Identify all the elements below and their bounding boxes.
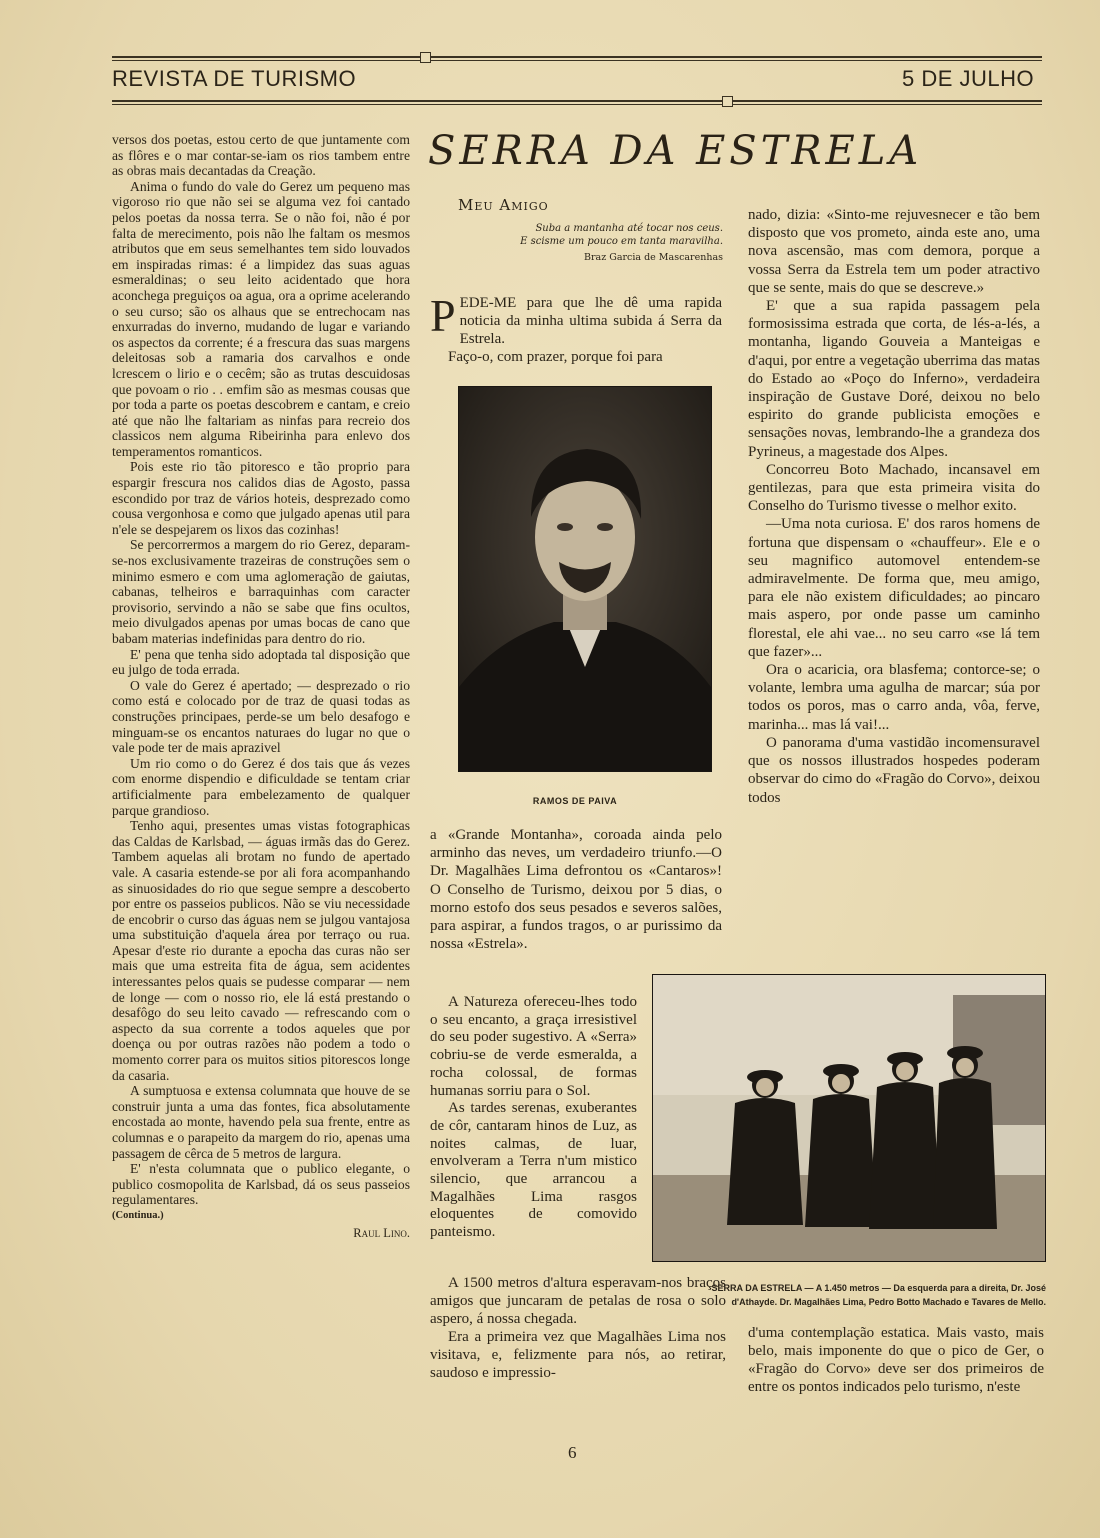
paragraph: E' n'esta columnata que o publico elegante, o publico cosmopolita de Karlsbad, dá os seus passeios regulamentares.	[112, 1161, 410, 1208]
epigraph	[480, 222, 723, 264]
issue-date: 5 DE JULHO	[902, 66, 1035, 91]
epigraph-line: Subа a mantanha até tocar nos ceus.	[535, 223, 723, 234]
ornament-bottom	[722, 96, 733, 107]
paragraph: Faço-o, com prazer, porque foi para	[448, 349, 663, 365]
epigraph-line: E scisme um pouco em tanta maravilha.	[520, 236, 723, 247]
ornament-top	[420, 52, 431, 63]
column-middle-mid	[430, 826, 722, 953]
paragraph: O vale do Gerez é apertado; — desprezado o rio como está e colocado por de traz de quasi todas as construções principaes, perde-se um belo desafogo e minguam-se os encantos naturaes do lugar no que o vale pode ter de mais aprazivel	[112, 677, 410, 756]
portrait-caption: RAMOS DE PAIVA	[532, 796, 618, 806]
header-rule-bottom	[112, 100, 1042, 105]
paragraph: Concorreu Boto Machado, incansavel em gentilezas, para que esta primeira visita do Conselho do Turismo tivesse o melhor exito.	[748, 461, 1040, 515]
paragraph: Pois este rio tão pitoresco e tão proprio para espargir frescura nos calidos dias de Agosto, passa escondido por traz de vários hoteis, desprezado como cousa vergonhosa e como que julgado apenas util para n'ele se despejarem os lixos das cozinhas!	[112, 459, 410, 537]
column-right	[748, 206, 1040, 807]
page-number: 6	[568, 1443, 577, 1462]
continua-note: (Continua.)	[112, 1209, 164, 1221]
paragraph: E' pena que tenha sido adoptada tal disposição que eu julgo de toda errada.	[112, 646, 410, 678]
paragraph: Era a primeira vez que Magalhães Lima nos visitava, e, felizmente para nós, ao retirar, saudoso e impressio-	[430, 1329, 726, 1381]
intro-text: EDE-ME para que lhe dê uma rapida noticia da minha ultima subida á Serra da Estrela.	[459, 295, 722, 347]
group-photo-caption	[652, 1281, 1046, 1309]
portrait-photo	[458, 386, 712, 772]
paragraph: A Natureza ofereceu-lhes todo o seu encanto, a graça irresistivel do seu poder sugestivo. A «Serra» cobriu-se de verde esmeralda, a rocha colossal, de formas humanas sorriu para o Sol.	[430, 994, 637, 1099]
header-rule-top	[112, 56, 1042, 61]
salutation: Meu Amigo	[458, 196, 549, 214]
paragraph: d'uma contemplação estatica. Mais vasto, mais belo, mais imponente do que o pico de Ger, o «Fragão do Corvo» deve ser dos primeiros de entre os pontos indicados pelo turismo, n'este	[748, 1325, 1044, 1395]
paragraph: Ora o acaricia, ora blasfema; contorce-se; o volante, lembra uma agulha de marcar; súa por todos os poros, mas o carro anda, vôa, ferve, marinha... mas lá vai!...	[748, 662, 1040, 733]
drop-cap: P	[430, 290, 456, 341]
group-image	[653, 975, 1045, 1261]
paragraph: a «Grande Montanha», coroada ainda pelo arminho das neves, um verdadeiro triunfo.—O Dr. Magalhães Lima defrontou os «Cantaros»! O Conselho de Turismo, deixou por 5 dias, o morno estofo dos seus pesados e severos salões, para aspirar, a fundos tragos, o ar purissimo da nossa «Estrela».	[430, 827, 722, 953]
column-middle-top	[430, 290, 722, 366]
intro-paragraph	[430, 290, 722, 348]
paragraph: versos dos poetas, estou certo de que juntamente com as flôres e o mar contar-se-iam os rios tambem entre as obras mais decantadas da Creação.	[112, 132, 410, 179]
caption-line: d'Athayde. Dr. Magalhães Lima, Pedro Botto Machado e Tavares de Mello.	[731, 1297, 1046, 1307]
paragraph: A sumptuosa e extensa columnata que houve de se construir junta a uma das fontes, fica absolutamente encostada ao monte, havendo pela sua frente, entre as columnas e o parapeito da margem do rio, apenas uma passagem de cêrca de 5 metros de largura.	[112, 1083, 410, 1161]
paragraph: Se percorrermos a margem do rio Gerez, deparam-se-nos exclusivamente trazeiras de construções sem o minimo esmero e com uma aglomeração de gaiutas, cabanas, telheiros e barraquinhas com caracter provisorio, servindo a não se sabe que fins ocultos, meio divulgados apenas por umas bocas de cano que babam materias indefinidas para dentro do rio.	[112, 537, 410, 646]
paragraph: Um rio como o do Gerez é dos tais que ás vezes com enorme dispendio e dificuldade se tentam criar artificialmente para embelezamento de qualquer parque grandioso.	[112, 755, 410, 818]
epigraph-author: Braz Garcia de Mascarenhas	[584, 252, 723, 263]
paragraph: Anima o fundo do vale do Gerez um pequeno mas vigoroso rio que não sei se alguma vez foi cantado pelos poetas da nossa terra. Se o não foi, não é por falta de merecimento, pois não lhe faltam os mesmos atributos que em seus semelhantes tem sido louvados em inspiradas rimas: é a limpidez das suas aguas esmeraldinas; o seu leito acidentado que hora aconchega preguiços oa agua, ora a oprime acelerando o seu curso; são os alhaus que se entrechocam nas enxurradas do inverno, mudando de lugar e variando os aspectos da corrente; é a frescura das suas margens deleitosas sob a ramaria dos carvalhos e onde lcrescem o lirio e o cecêm; são as trutas descuidosas que povoam o rio . . emfim são as mesmas cousas que por toda a parte os poetas descobrem e cantam, e creio até que não lhe faltariam as ninfas para recreio dos classicos nem alguma Ribeirinha para enlevo dos temperamentos romanticos.	[112, 178, 410, 459]
group-photo	[652, 974, 1046, 1262]
paragraph: —Uma nota curiosa. E' dos raros homens de fortuna que dispensam o «chauffeur». Ele e o seu magnifico automovel entendem-se admiravelmente. De forma que, meu amigo, para ele não existem dificuldades; ao pincaro mais aspero, por onde passe um caminho florestal, ele ahi vae... no seu carro «se lá tem que fazer»...	[748, 516, 1040, 660]
paragraph: A 1500 metros d'altura esperavam-nos braços amigos que juncaram de petalas de rosa o solo aspero, á nossa chegada.	[430, 1275, 726, 1327]
column-left	[112, 132, 410, 1241]
paragraph: O panorama d'uma vastidão incomensuravel que os nossos illustrados hospedes poderam observar do cimo do «Fragão do Corvo», deixou todos	[748, 734, 1040, 806]
caption-line: SERRA DA ESTRELA — A 1.450 metros — Da esquerda para a direita, Dr. José	[711, 1283, 1046, 1293]
paragraph: nado, dizia: «Sinto-me rejuvesnecer e tão bem disposto que vos prometo, ainda este ano, uma nova ascensão, mas com demora, porque a vossa Serra da Estrela tem um poder atractivo que se sente, mais do que se descreve.»	[748, 207, 1040, 296]
portrait-image	[459, 387, 711, 771]
article-title: SERRA DA ESTRELA	[428, 128, 923, 174]
paragraph: Tenho aqui, presentes umas vistas fotographicas das Caldas de Karlsbad, — águas irmãs das do Gerez. Tambem aquelas ali brotam no fundo de apertado vale. A casaria estende-se por ali fora acompanhando as sinuosidades do rio que segue sempre a descoberto por entre os passeios publicos. Não se viu necessidade de encobrir o curso das águas nem se julgou vantajosa uma substituição d'aquela área por terraço ou rua. Apesar d'este rio durante a epocha das curas não ser mais que uma estreita fita de água, sem acidentes interessantes pelos quais se pudesse comparar — nem de longe — com o nosso rio, ele lá está prestando o desafôgo do seu leito cavado — refrescando com o aspecto da sua corrente a todos aqueles que por doença ou por outras razões não podem a todo o momento correr para os muitos sitios pitorescos longe da casaria.	[112, 818, 410, 1083]
masthead-title: REVISTA DE TURISMO	[112, 66, 357, 91]
column-right-bottom	[748, 1324, 1044, 1396]
paragraph: As tardes serenas, exuberantes de côr, cantaram hinos de Luz, as noites calmas, de luar, envolveram a Terra n'um mistico silencio, que arrancou a Magalhães Lima rasgos eloquentes de comovido panteismo.	[430, 1100, 637, 1241]
paragraph: E' que a sua rapida passagem pela formosissima estrada que corta, de lés-a-lés, a montanha, ligando Gouveia a Manteigas e d'aqui, por entre a vegetação uberrima das matas do Estado ao «Poço do Inferno», verdadeira inspiração de Gustave Doré, deixou no belo espirito do grande publicista emoções e sensações novas, lembrando-lhe a grandeza dos Pyrineus, a magestade dos Alpes.	[748, 298, 1040, 460]
author-signature: Raul Lino.	[353, 1225, 410, 1240]
column-middle-narrow	[430, 994, 637, 1242]
